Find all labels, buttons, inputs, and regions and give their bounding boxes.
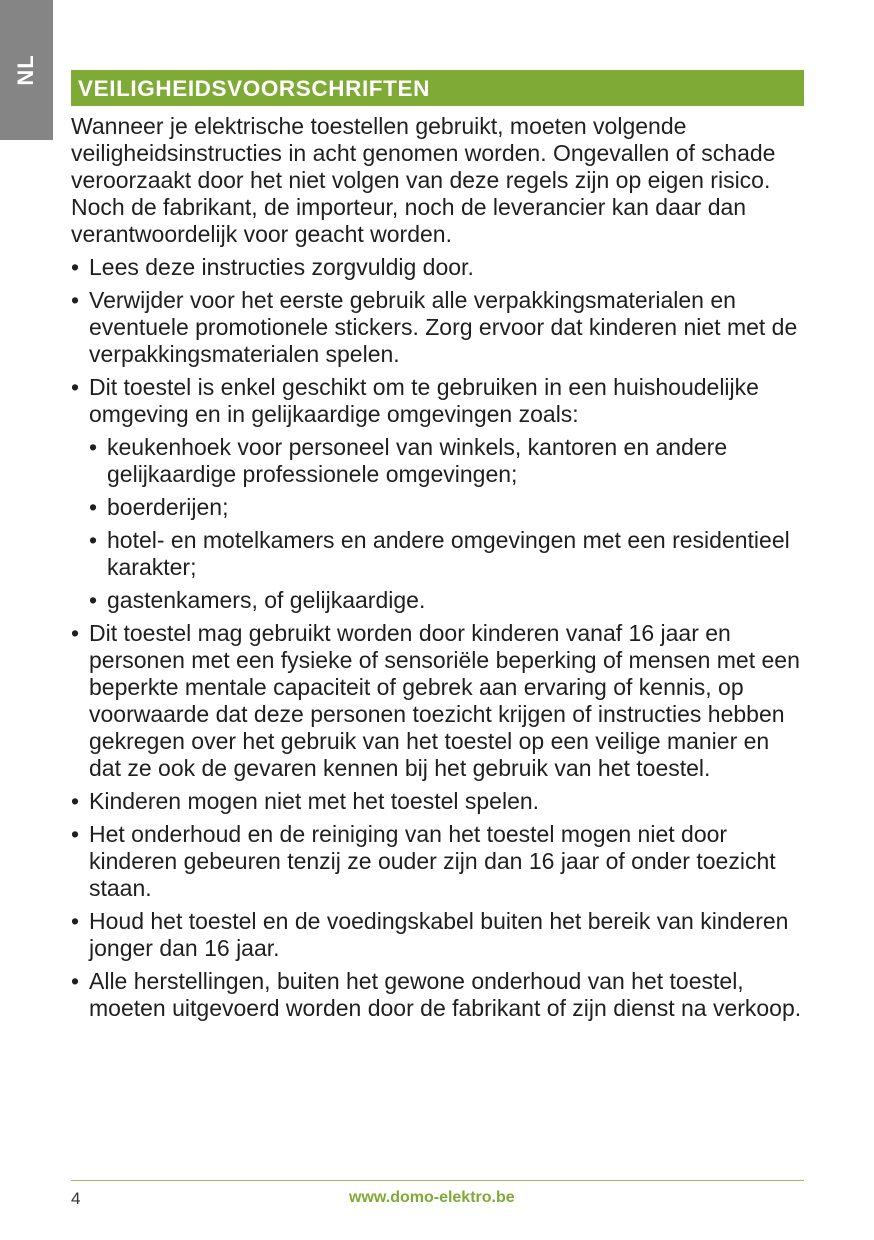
list-item: • Verwijder voor het eerste gebruik alle verpakkingsmaterialen en eventuele promotionele stickers. Zorg ervoor dat kinderen niet met de verpakkingsmaterialen spelen. [71, 287, 807, 368]
sub-list-item: • keukenhoek voor personeel van winkels, kantoren en andere gelijkaardige professionele omgevingen; [89, 434, 807, 488]
list-item: • Houd het toestel en de voedingskabel buiten het bereik van kinderen jonger dan 16 jaar. [71, 908, 807, 962]
sub-list-item: • gastenkamers, of gelijkaardige. [89, 587, 807, 614]
page-number: 4 [71, 1189, 81, 1208]
list-item: • Dit toestel is enkel geschikt om te gebruiken in een huishoudelijke omgeving en in gelijkaardige omgevingen zoals: • keukenhoek voor personeel van winkels, kantoren en andere gelijkaardige professionele omgevingen; • boerderijen; • hotel- en motelkamers en andere omgevingen met een residentieel karakter; • gastenkamers, of gelijkaardige. [71, 374, 807, 614]
website-link[interactable]: www.domo-elektro.be [349, 1189, 515, 1206]
section-header [71, 70, 804, 106]
list-item: • Het onderhoud en de reiniging van het toestel mogen niet door kinderen gebeuren tenzij ze ouder zijn dan 16 jaar of onder toezicht staan. [71, 821, 807, 902]
footer-divider [71, 1180, 804, 1181]
sub-list-item: • boerderijen; [89, 494, 807, 521]
safety-content [71, 113, 807, 1028]
sub-list-item: • hotel- en motelkamers en andere omgevingen met een residentieel karakter; [89, 527, 807, 581]
language-label: NL [13, 54, 38, 86]
intro-paragraph: Wanneer je elektrische toestellen gebruikt, moeten volgende veiligheidsinstructies in acht genomen worden. Ongevallen of schade veroorzaakt door het niet volgen van deze regels zijn op eigen risico. Noch de fabrikant, de importeur, noch de leverancier kan daar dan verantwoordelijk voor geacht worden. [71, 113, 776, 247]
section-title: VEILIGHEIDSVOORSCHRIFTEN [78, 76, 430, 101]
environment-sublist [89, 434, 807, 614]
list-item: • Dit toestel mag gebruikt worden door kinderen vanaf 16 jaar en personen met een fysieke of sensoriële beperking of mensen met een beperkte mentale capaciteit of gebrek aan ervaring of kennis, op voorwaarde dat deze personen toezicht krijgen of instructies hebben gekregen over het gebruik van het toestel op een veilige manier en dat ze ook de gevaren kennen bij het gebruik van het toestel. [71, 620, 807, 782]
list-item: • Alle herstellingen, buiten het gewone onderhoud van het toestel, moeten uitgevoerd worden door de fabrikant of zijn dienst na verkoop. [71, 968, 807, 1022]
list-item: • Lees deze instructies zorgvuldig door. [71, 254, 807, 281]
safety-list [71, 254, 807, 1022]
list-item: • Kinderen mogen niet met het toestel spelen. [71, 788, 807, 815]
language-tab [0, 0, 53, 140]
